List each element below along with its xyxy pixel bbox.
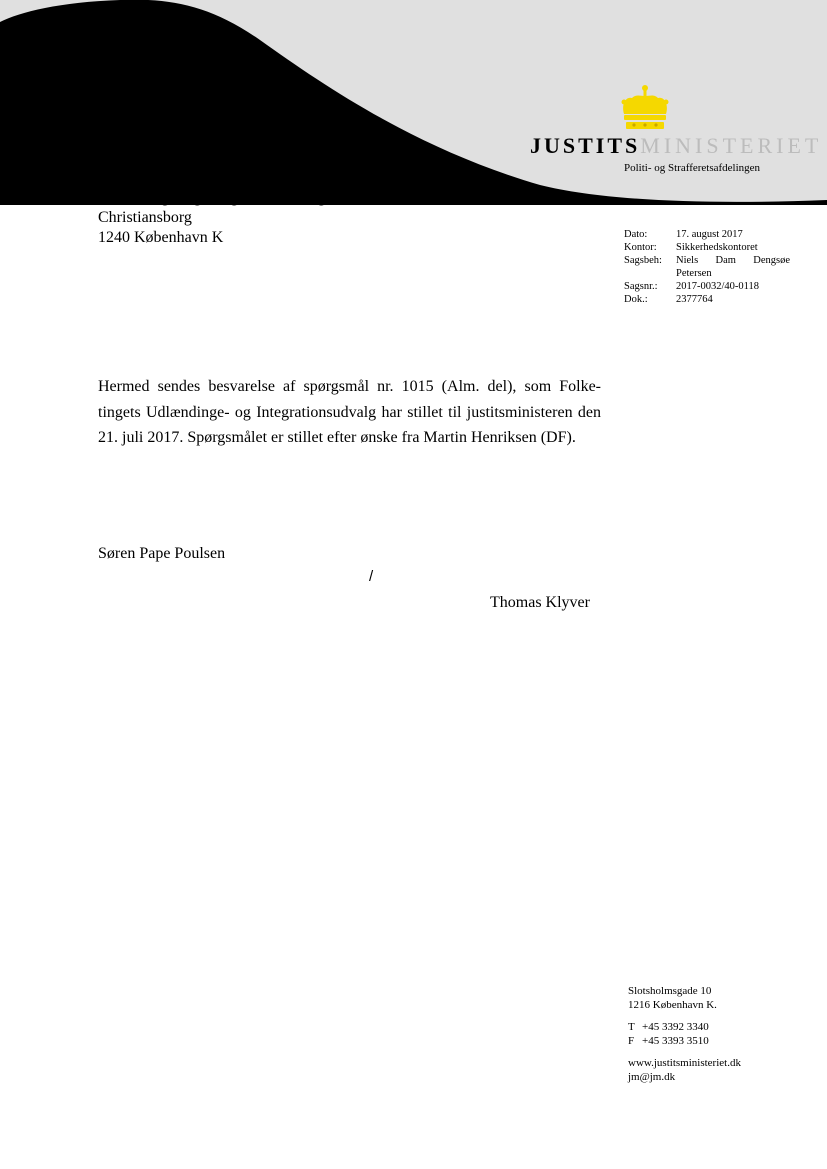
signature-separator: / — [369, 568, 374, 585]
meta-row-office: Kontor: Sikkerhedskontoret — [624, 242, 758, 253]
department-name: Politi- og Strafferetsafdelingen — [624, 162, 761, 174]
logo-bold-text: JUSTITS — [530, 133, 641, 158]
meta-row-document: Dok.: 2377764 — [624, 294, 713, 305]
signer-name: Søren Pape Poulsen — [98, 545, 226, 562]
meta-row-handler: Sagsbeh: Niels Dam Dengsøe — [624, 255, 790, 266]
crown-icon — [618, 84, 672, 130]
recipient-address — [98, 189, 338, 248]
letter-body: Hermed sendes besvarelse af spørgsmål nr. 1015 (Alm. del), som Folke-tingets Udlændinge- og Integrationsudvalg har stillet til justitsministeren den 21. juli 2017. Spørgsmålet er stillet efter ønske fra Martin Henriksen (DF). — [98, 378, 601, 446]
recipient-city: 1240 København K — [98, 229, 224, 246]
footer-city: 1216 København K. — [628, 998, 717, 1011]
recipient-building: Christiansborg — [98, 209, 192, 226]
letterhead-wave — [0, 0, 827, 210]
ministry-logo — [530, 135, 822, 157]
footer-fax: F +45 3393 3510 — [628, 1034, 709, 1047]
logo-light-text: MINISTERIET — [640, 133, 823, 158]
footer-phone: T +45 3392 3340 — [628, 1021, 709, 1033]
meta-row-date: Dato: 17. august 2017 — [624, 229, 743, 240]
footer-website[interactable]: www.justitsministeriet.dk — [628, 1057, 741, 1069]
cosigner-name: Thomas Klyver — [490, 594, 590, 611]
meta-row-case-number: Sagsnr.: 2017-0032/40-0118 — [624, 281, 760, 292]
footer-email[interactable]: jm@jm.dk — [628, 1070, 676, 1083]
case-metadata — [624, 228, 790, 306]
footer-contact — [628, 985, 741, 1084]
footer-street: Slotsholmsgade 10 — [628, 985, 712, 997]
recipient-committee: Udlændinge- og Integrationsudvalget — [98, 189, 338, 206]
meta-row-handler-cont: Petersen — [676, 268, 712, 279]
